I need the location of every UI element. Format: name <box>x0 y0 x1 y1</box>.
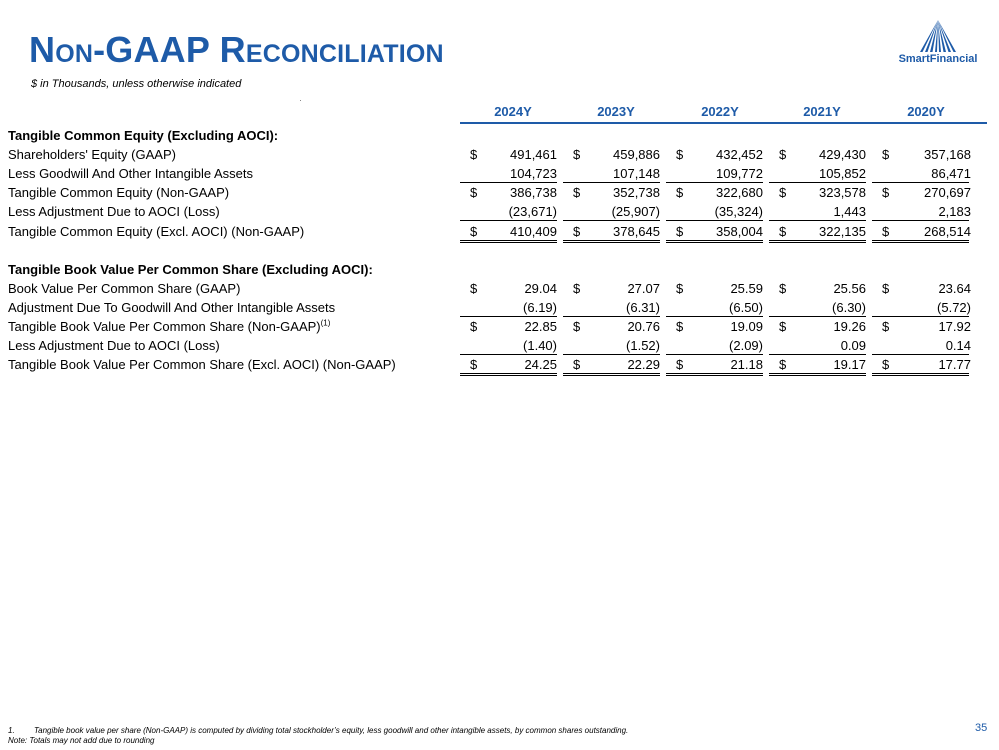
cell-2020y: 17.77 <box>938 357 971 373</box>
total-double-underline <box>460 373 557 376</box>
row-label-text: Less Goodwill And Other Intangible Assets <box>8 166 253 182</box>
cell-2023y: 20.76 <box>627 319 660 334</box>
currency-symbol: $ <box>882 185 890 201</box>
cell-2021y: (6.30) <box>832 299 866 315</box>
total-double-underline <box>872 373 969 376</box>
row-label <box>8 317 330 336</box>
cell-2024y: (6.19) <box>523 299 557 315</box>
row-label <box>8 336 220 355</box>
table-row <box>0 355 999 374</box>
column-header-2024y: 2024Y <box>494 104 532 119</box>
column-header-2022y: 2022Y <box>701 104 739 119</box>
total-double-underline <box>563 373 660 376</box>
row-label <box>8 164 253 183</box>
cell-2024y: 386,738 <box>510 185 557 201</box>
currency-symbol: $ <box>573 147 581 163</box>
cell-2023y: 22.29 <box>627 357 660 373</box>
cell-2022y: 19.09 <box>730 319 763 334</box>
cell-2023y: (6.31) <box>626 299 660 315</box>
cell-2020y: 23.64 <box>938 280 971 296</box>
table-row <box>0 202 999 221</box>
cell-2021y: 1,443 <box>833 204 866 220</box>
cell-2024y: 104,723 <box>510 166 557 182</box>
table-row <box>0 317 999 336</box>
section-header-row <box>0 260 999 279</box>
column-header-2020y: 2020Y <box>907 104 945 119</box>
currency-symbol: $ <box>779 357 787 373</box>
currency-symbol: $ <box>882 147 890 163</box>
cell-2022y: (6.50) <box>729 299 763 315</box>
footnote-reference: (1) <box>320 318 331 328</box>
currency-symbol: $ <box>882 280 890 296</box>
cell-2022y: (2.09) <box>729 338 763 354</box>
cell-2022y: 322,680 <box>716 185 763 201</box>
cell-2023y: (25,907) <box>611 204 660 220</box>
cell-2024y: 29.04 <box>524 280 557 296</box>
currency-symbol: $ <box>470 223 478 239</box>
section-header-row <box>0 126 999 145</box>
row-label <box>8 355 396 374</box>
pyramid-logo-icon <box>916 20 960 52</box>
rounding-note: Note: Totals may not add due to rounding <box>8 736 155 745</box>
cell-2021y: 19.17 <box>833 357 866 373</box>
cell-2020y: 357,168 <box>924 147 971 163</box>
row-label <box>8 183 229 202</box>
total-double-underline <box>769 373 866 376</box>
currency-symbol: $ <box>882 319 890 334</box>
cell-2022y: 432,452 <box>716 147 763 163</box>
cell-2020y: 2,183 <box>938 204 971 220</box>
logo-wordmark: SmartFinancial <box>898 53 978 65</box>
table-row <box>0 145 999 164</box>
table-row <box>0 164 999 183</box>
cell-2020y: 0.14 <box>945 338 971 354</box>
row-label-text: Adjustment Due To Goodwill And Other Intangible Assets <box>8 299 336 315</box>
section-label <box>8 126 278 145</box>
table-row <box>0 336 999 355</box>
currency-symbol: $ <box>882 223 890 239</box>
cell-2021y: 19.26 <box>833 319 866 334</box>
currency-symbol: $ <box>676 223 684 239</box>
row-label-text: Tangible Book Value Per Common Share (Excluding AOCI): <box>8 261 373 277</box>
currency-symbol: $ <box>676 185 684 201</box>
cell-2020y: (5.72) <box>937 299 971 315</box>
decorative-dot <box>300 100 301 101</box>
cell-2022y: 358,004 <box>716 223 763 239</box>
currency-symbol: $ <box>779 185 787 201</box>
total-double-underline <box>666 373 763 376</box>
units-subtitle: $ in Thousands, unless otherwise indicated <box>31 78 242 90</box>
cell-2020y: 268,514 <box>924 223 971 239</box>
column-header-2023y: 2023Y <box>597 104 635 119</box>
cell-2021y: 429,430 <box>819 147 866 163</box>
cell-2020y: 17.92 <box>938 319 971 334</box>
currency-symbol: $ <box>470 147 478 163</box>
footnote-number: 1. <box>8 726 15 735</box>
cell-2024y: (23,671) <box>508 204 557 220</box>
cell-2021y: 322,135 <box>819 223 866 239</box>
currency-symbol: $ <box>779 319 787 334</box>
cell-2021y: 25.56 <box>833 280 866 296</box>
cell-2023y: 27.07 <box>627 280 660 296</box>
cell-2022y: 21.18 <box>730 357 763 373</box>
row-label <box>8 298 335 317</box>
currency-symbol: $ <box>573 185 581 201</box>
row-label-text: Tangible Common Equity (Non-GAAP) <box>8 185 230 201</box>
cell-2023y: (1.52) <box>626 338 660 354</box>
currency-symbol: $ <box>573 319 581 334</box>
table-row <box>0 279 999 298</box>
cell-2020y: 270,697 <box>924 185 971 201</box>
page-number: 35 <box>975 722 988 734</box>
currency-symbol: $ <box>573 357 581 373</box>
cell-2024y: 491,461 <box>510 147 557 163</box>
row-label <box>8 145 176 164</box>
currency-symbol: $ <box>882 357 890 373</box>
row-label <box>8 202 220 221</box>
company-logo <box>886 20 990 68</box>
row-label-text: Tangible Common Equity (Excluding AOCI): <box>8 128 279 143</box>
row-label-text: Tangible Common Equity (Excl. AOCI) (Non-GAAP) <box>8 223 305 239</box>
currency-symbol: $ <box>573 223 581 239</box>
cell-2023y: 459,886 <box>613 147 660 163</box>
table-row <box>0 298 999 317</box>
footnotes <box>8 726 628 746</box>
currency-symbol: $ <box>676 280 684 296</box>
footnote-text: Tangible book value per share (Non-GAAP) is computed by dividing total stockholder’s equity, less goodwill and other intangible assets, by common shares outstanding. <box>34 726 629 735</box>
currency-symbol: $ <box>676 147 684 163</box>
table-row <box>0 222 999 241</box>
cell-2024y: (1.40) <box>523 338 557 354</box>
row-label-text: Shareholders' Equity (GAAP) <box>8 147 176 163</box>
currency-symbol: $ <box>779 147 787 163</box>
cell-2020y: 86,471 <box>931 166 971 182</box>
column-header-2021y: 2021Y <box>803 104 841 119</box>
cell-2023y: 352,738 <box>613 185 660 201</box>
row-label-text: Book Value Per Common Share (GAAP) <box>8 280 241 296</box>
row-label-text: Tangible Book Value Per Common Share (Non-GAAP) <box>8 319 321 334</box>
cell-2022y: 25.59 <box>730 280 763 296</box>
row-label-text: Less Adjustment Due to AOCI (Loss) <box>8 338 220 354</box>
currency-symbol: $ <box>573 280 581 296</box>
cell-2024y: 24.25 <box>524 357 557 373</box>
cell-2022y: 109,772 <box>716 166 763 182</box>
cell-2023y: 107,148 <box>613 166 660 182</box>
currency-symbol: $ <box>676 319 684 334</box>
currency-symbol: $ <box>676 357 684 373</box>
cell-2024y: 22.85 <box>524 319 557 334</box>
row-label <box>8 222 304 241</box>
currency-symbol: $ <box>470 319 478 334</box>
cell-2021y: 105,852 <box>819 166 866 182</box>
cell-2023y: 378,645 <box>613 223 660 239</box>
section-label <box>8 260 373 279</box>
currency-symbol: $ <box>779 223 787 239</box>
spacer-row <box>0 241 999 260</box>
cell-2021y: 0.09 <box>840 338 866 354</box>
page-title: Non-GAAP Reconciliation <box>29 29 444 70</box>
row-label-text: Tangible Book Value Per Common Share (Excl. AOCI) (Non-GAAP) <box>8 357 396 373</box>
cell-2021y: 323,578 <box>819 185 866 201</box>
header-rule <box>460 122 987 124</box>
row-label-text: Less Adjustment Due to AOCI (Loss) <box>8 204 220 220</box>
cell-2022y: (35,324) <box>714 204 763 220</box>
currency-symbol: $ <box>470 357 478 373</box>
table-row <box>0 183 999 202</box>
column-headers <box>0 104 999 124</box>
row-label <box>8 279 240 298</box>
currency-symbol: $ <box>470 185 478 201</box>
currency-symbol: $ <box>470 280 478 296</box>
currency-symbol: $ <box>779 280 787 296</box>
cell-2024y: 410,409 <box>510 223 557 239</box>
